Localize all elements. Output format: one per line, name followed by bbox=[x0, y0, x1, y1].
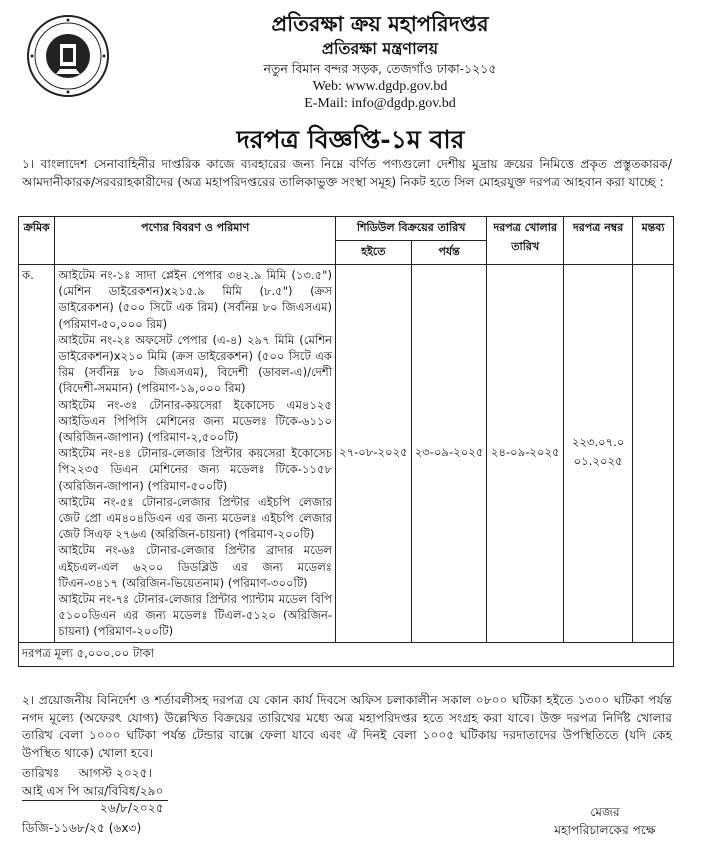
paragraph-1: ১। বাংলাদেশ সেনাবাহিনীর দাপ্তরিক কাজে ব্যবহারের জন্য নিম্নে বর্ণিত পণ্যগুলো দেশীয় মুদ্রায় ক্রয়ের নিমিত্তে প্রকৃত প্রস্তুতকারক/আমদানীকারক/সরবরাহকারীদের (অত্র মহাপরিদপ্তরের তালিকাভুক্ত সংস্থা সমূহ) নিকট হতে সিল মোহরযুক্ত দরপত্র আহবান করা যাচ্ছে : bbox=[22, 157, 672, 189]
footer-left bbox=[22, 764, 322, 801]
item-6: আইটেম নং-৬ঃ টোনার-লেজার প্রিন্টার ব্রাদার মডেল এইচএল-এল ৬২০০ ডিডব্লিউ এর জন্য মডেলঃ টিএন-৩৪১৭ (অরিজিন-ভিয়েতনাম) (পরিমাণ-৩০০টি) bbox=[58, 543, 333, 590]
header-opening-date: দরপত্র খোলার তারিখ bbox=[487, 217, 564, 265]
header bbox=[0, 6, 701, 124]
date-label: তারিখঃ bbox=[22, 766, 60, 780]
address: নতুন বিমান বন্দর সড়ক, তেজগাঁও ঢাকা-১২১৫ bbox=[263, 61, 497, 76]
header-description: পণ্যের বিবরণ ও পরিমাণ bbox=[55, 217, 336, 265]
header-to: পর্যন্ত bbox=[411, 241, 487, 265]
date-line bbox=[22, 764, 322, 782]
signer-rank: মেজর bbox=[590, 805, 620, 819]
price-row bbox=[19, 642, 674, 666]
tender-table bbox=[18, 216, 674, 667]
opening-date: ২৪-০৯-২০২৫ bbox=[487, 265, 564, 643]
schedule-from-date: ২৭-০৮-২০২৫ bbox=[336, 265, 412, 643]
header-from: হইতে bbox=[336, 241, 412, 265]
schedule-to-date: ২৩-০৯-২০২৫ bbox=[411, 265, 487, 643]
paragraph-2: ২। প্রয়োজনীয় বিনির্দেশ ও শর্তাবলীসহ দরপত্র যে কোন কার্য দিবসে অফিস চলাকালীন সকাল ০৮০০ ঘটিকা হইতে ১৩০০ ঘটিকা পর্যন্ত নগদ মূল্যে (অফেরৎ যোগ্য) উল্লেখিত বিক্রয়ের তারিখের মধ্যে অত্র মহাপরিদপ্তর হতে সংগ্রহ করা যাবে। উক্ত দরপত্র নির্দিষ্ট খোলার তারিখ বেলা ১০০০ ঘটিকা পর্যন্ত টেন্ডার বাক্সে ফেলা যাবে এবং ঐ দিনই বেলা ১০০৫ ঘটিকায় দরদাতাদের উপস্থিতিতে (যদি কেহ উপস্থিত থাকে) খোলা হবে। bbox=[22, 693, 673, 760]
table-header-row bbox=[19, 217, 674, 241]
dgdp-seal-logo bbox=[26, 14, 110, 98]
item-1: আইটেম নং-১ঃ সাদা প্লেইন পেপার ৩৪২.৯ মিমি (১৩.৫") (মেশিন ডাইরেকশন)x২১৫.৯ মিমি (৮.৫") (ক্রস ডাইরেকশন) (৫০০ সিটে এক রিম) (সর্বনিম্ন ৮০ জিএসএম) (পরিমাণ-৫০,০০০ রিম) bbox=[58, 268, 333, 331]
item-4: আইটেম নং-৪ঃ টোনার-লেজার প্রিন্টার কয়সেরা ইকোসেচ পি২২৩৫ ডিএন মেশিনের জন্য মডেলঃ টিকে-১১৫৮ (অরিজিন-জাপান) (পরিমাণ-৫০০টি) bbox=[58, 446, 333, 493]
email[interactable]: E-Mail: info@dgdp.gov.bd bbox=[304, 96, 456, 111]
item-5: আইটেম নং-৫ঃ টোনার-লেজার প্রিন্টার এইচপি লেজার জেট প্রো এম৪০৪ডিএন এর জন্য মডেলঃ এইচপি লেজার জেট সিএফ ২৭৬এ (অরিজিন-চায়না) (পরিমাণ-২০০টি) bbox=[58, 494, 333, 542]
item-7: আইটেম নং-৭ঃ টোনার-লেজার প্রিন্টার প্যান্টাম মডেল বিপি ৫১০০ডিএন এর জন্য মডেলঃ টিএল-৫১২০ (অরিজিন-চায়না) (পরিমাণ-২০০টি) bbox=[58, 592, 333, 639]
item-2: আইটেম নং-২ঃ অফসেট পেপার (এ-৪) ২৯৭ মিমি (মেশিন ডাইরেকশন)x২১০ মিমি (ক্রস ডাইরেকশন) (৫০০ সিটে এক রিম (সর্বনিম্ন ৮০ জিএসএম), বিদেশী (ডাবল-এ)/দেশী (বিদেশী-সমমান) (পরিমাণ-১৯,০০০ রিম) bbox=[58, 332, 333, 396]
memo-number: ডিজি-১১৬৮/২৫ (৬x৩) bbox=[22, 821, 142, 835]
organization-title: প্রতিরক্ষা ক্রয় মহাপরিদপ্তর bbox=[271, 11, 489, 36]
header-remarks: মন্তব্য bbox=[633, 217, 674, 265]
table-row bbox=[19, 265, 674, 643]
tender-price: দরপত্র মূল্য ৫,০০০.০০ টাকা bbox=[19, 642, 674, 666]
row-serial: ক. bbox=[19, 265, 55, 643]
ministry-name: প্রতিরক্ষা মন্ত্রণালয় bbox=[321, 39, 439, 58]
date-value: আগস্ট ২০২৫। bbox=[78, 766, 152, 780]
sign-date: ২৬/৮/২০২৫ bbox=[100, 801, 164, 815]
ref-number: আই এস পি আর/বিবিধ/২৯০ bbox=[22, 782, 168, 801]
website[interactable]: Web: www.dgdp.gov.bd bbox=[312, 79, 448, 94]
tender-number: ২২৩.০৭.০ ০১.২০২৫ bbox=[564, 265, 633, 643]
notice-title: দরপত্র বিজ্ঞপ্তি-১ম বার bbox=[236, 125, 465, 154]
remarks-cell bbox=[633, 265, 674, 643]
header-serial: ক্রমিক bbox=[19, 217, 55, 265]
signer-title: মহাপরিচালকের পক্ষে bbox=[554, 823, 656, 837]
signer-block bbox=[530, 803, 680, 839]
item-description bbox=[55, 265, 336, 643]
item-3: আইটেম নং-৩ঃ টোনার-কয়সেরা ইকোসেচ এম৪১২৫ আইডিএন পিপিসি মেশিনের জন্য মডেলঃ টিকে-৬১১০ (অরিজিন-জাপান) (পরিমাণ-২,৫০০টি) bbox=[58, 397, 333, 445]
header-schedule: শিডিউল বিক্রয়ের তারিখ bbox=[336, 217, 487, 241]
header-tender-no: দরপত্র নম্বর bbox=[564, 217, 633, 265]
